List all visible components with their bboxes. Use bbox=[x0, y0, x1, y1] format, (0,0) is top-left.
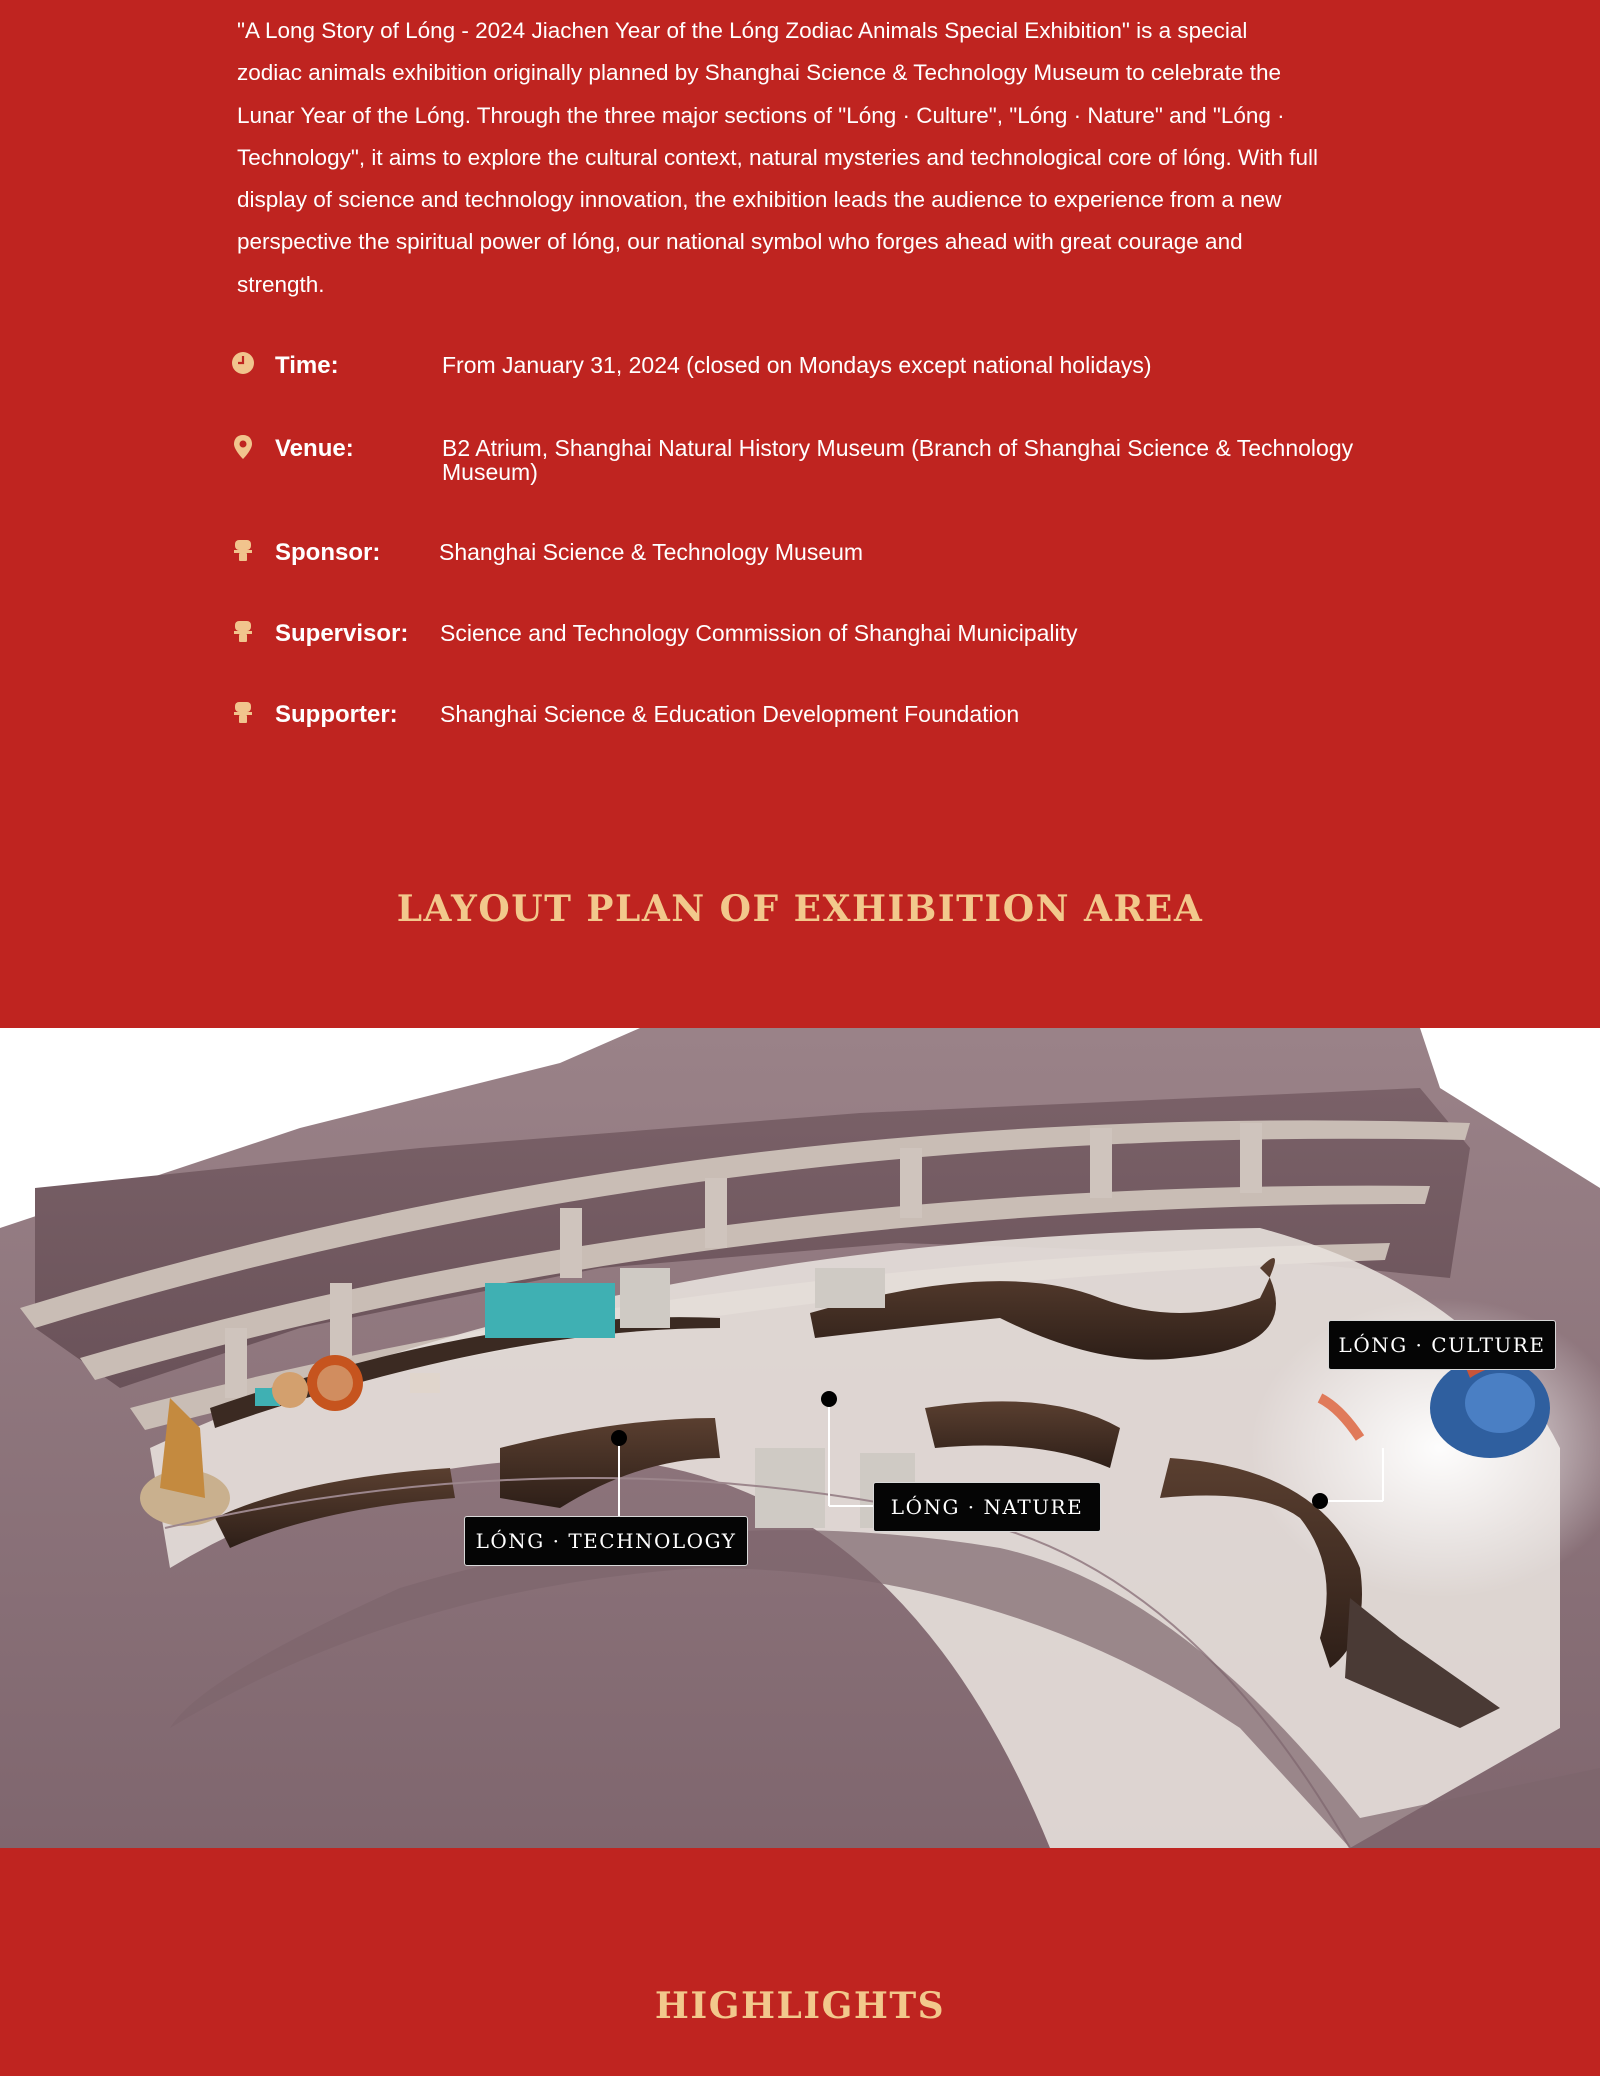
intro-paragraph bbox=[237, 10, 1407, 306]
info-label: Supervisor: bbox=[275, 620, 409, 647]
info-value bbox=[442, 436, 1442, 484]
venue-line: Museum) bbox=[442, 459, 538, 485]
clock-icon bbox=[232, 351, 254, 377]
info-row-sponsor bbox=[232, 538, 1432, 588]
floor-plan-illustration bbox=[0, 1028, 1600, 1848]
info-value: From January 31, 2024 (closed on Mondays except national holidays) bbox=[442, 352, 1152, 378]
zone-label-nature: LÓNG · NATURE bbox=[873, 1482, 1101, 1532]
intro-line: strength. bbox=[237, 271, 325, 297]
info-label: Supporter: bbox=[275, 701, 398, 728]
info-value: Shanghai Science & Education Development Foundation bbox=[440, 701, 1020, 727]
info-row-venue bbox=[232, 434, 1432, 504]
intro-line: Technology", it aims to explore the cultural context, natural mysteries and technological core of lóng. With full bbox=[237, 144, 1319, 170]
highlights-title: HIGHLIGHTS bbox=[654, 1985, 946, 2027]
exhibition-floor-plan bbox=[0, 1028, 1600, 1848]
stamp-icon bbox=[232, 619, 254, 645]
venue-line: B2 Atrium, Shanghai Natural History Museum (Branch of Shanghai Science & Technology bbox=[442, 435, 1354, 461]
info-label: Sponsor: bbox=[275, 539, 381, 566]
info-label: Time: bbox=[275, 352, 339, 379]
intro-line: "A Long Story of Lóng - 2024 Jiachen Year of the Lóng Zodiac Animals Special Exhibition" is a special bbox=[237, 18, 1248, 43]
info-value: Science and Technology Commission of Shanghai Municipality bbox=[440, 620, 1078, 646]
intro-line: perspective the spiritual power of lóng, our national symbol who forges ahead with great courage and bbox=[237, 229, 1243, 255]
info-row-supervisor bbox=[232, 619, 1432, 669]
stamp-icon bbox=[232, 538, 254, 564]
location-pin-icon bbox=[232, 434, 254, 460]
info-label: Venue: bbox=[275, 435, 354, 462]
stamp-icon bbox=[232, 700, 254, 726]
intro-line: zodiac animals exhibition originally planned by Shanghai Science & Technology Museum to celebrate the bbox=[237, 60, 1281, 86]
layout-section-title: LAYOUT PLAN OF EXHIBITION AREA bbox=[396, 888, 1204, 930]
zone-label-culture: LÓNG · CULTURE bbox=[1328, 1320, 1556, 1370]
info-row-time bbox=[232, 351, 1432, 401]
zone-label-technology: LÓNG · TECHNOLOGY bbox=[464, 1516, 748, 1566]
intro-line: display of science and technology innovation, the exhibition leads the audience to experience from a new bbox=[237, 187, 1282, 213]
info-row-supporter bbox=[232, 700, 1432, 750]
intro-line: Lunar Year of the Lóng. Through the three major sections of "Lóng · Culture", "Lóng · Nature" and "Lóng · bbox=[237, 102, 1285, 128]
info-value: Shanghai Science & Technology Museum bbox=[439, 539, 864, 565]
